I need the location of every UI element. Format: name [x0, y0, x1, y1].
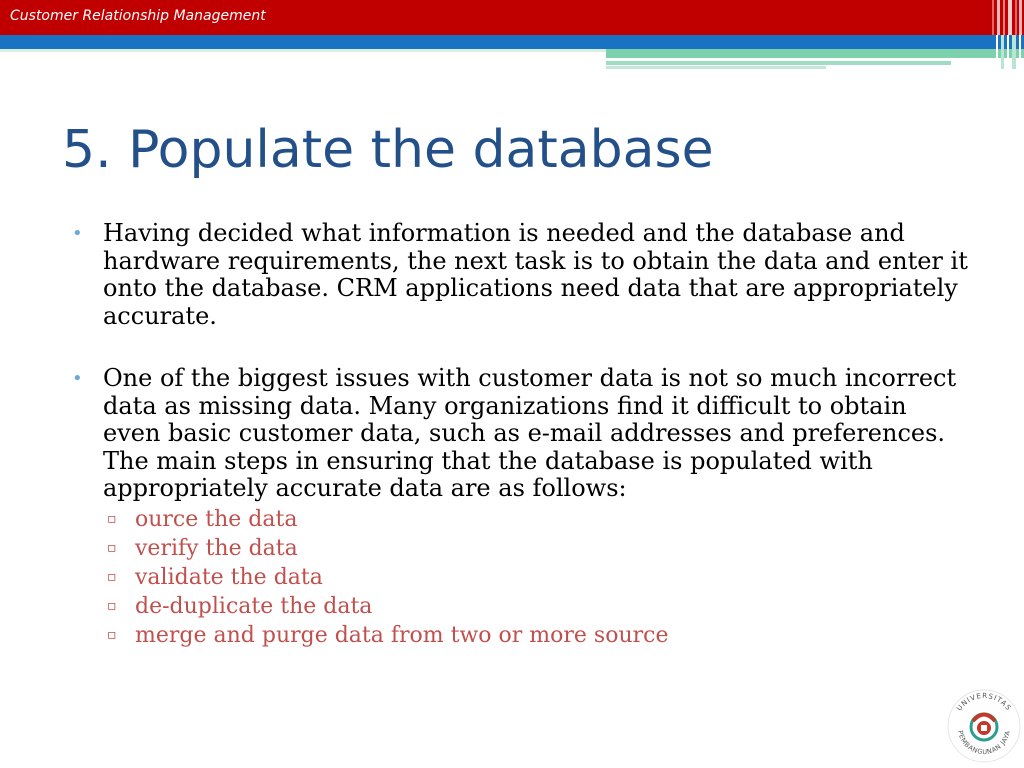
sub-item-text: ource the data — [135, 506, 298, 532]
sub-list-item — [103, 621, 970, 650]
bullet-item — [70, 365, 970, 650]
blue-band — [0, 35, 1024, 49]
green-strip — [606, 49, 1024, 58]
square-bullet-icon: ▫ — [107, 568, 117, 585]
sub-list-item — [103, 592, 970, 621]
header-bar — [0, 0, 1024, 35]
sub-list-item — [103, 505, 970, 534]
sub-list — [103, 505, 970, 650]
square-bullet-icon: ▫ — [107, 597, 117, 614]
bullet-dot-icon: • — [72, 223, 83, 244]
bullet-dot-icon: • — [72, 368, 83, 389]
header-title: Customer Relationship Management — [10, 8, 266, 24]
header-stripes-decoration — [988, 0, 1024, 35]
square-bullet-icon: ▫ — [107, 510, 117, 527]
sub-item-text: de-duplicate the data — [135, 593, 373, 619]
sub-item-text: validate the data — [135, 564, 323, 590]
svg-text:UNIVERSITAS: UNIVERSITAS — [955, 691, 1013, 713]
bullet-text: One of the biggest issues with customer data is not so much incorrect data as missing data. Many organizations find it difficult to obtain even basic customer data, such as e-mail addresses and preferences. The main steps in ensuring that the database is populated with appropriately accurate data are as follows: — [103, 364, 957, 502]
slide-content — [70, 220, 970, 685]
svg-text:PEMBANGUNAN JAYA: PEMBANGUNAN JAYA — [956, 729, 1012, 757]
sub-list-item — [103, 563, 970, 592]
green-strip-thin — [606, 61, 951, 65]
green-strip-short — [606, 66, 826, 69]
right-stripes-decoration — [994, 35, 1024, 69]
bullet-text: Having decided what information is needed and the database and hardware requirements, the next task is to obtain the data and enter it onto the database. CRM applications need data that are appropriately accurate. — [103, 219, 968, 330]
sub-list-item — [103, 534, 970, 563]
sub-item-text: merge and purge data from two or more source — [135, 622, 669, 648]
sub-item-text: verify the data — [135, 535, 298, 561]
slide-title: 5. Populate the database — [62, 120, 714, 180]
university-logo — [946, 688, 1022, 764]
bullet-item — [70, 220, 970, 330]
square-bullet-icon: ▫ — [107, 626, 117, 643]
square-bullet-icon: ▫ — [107, 539, 117, 556]
